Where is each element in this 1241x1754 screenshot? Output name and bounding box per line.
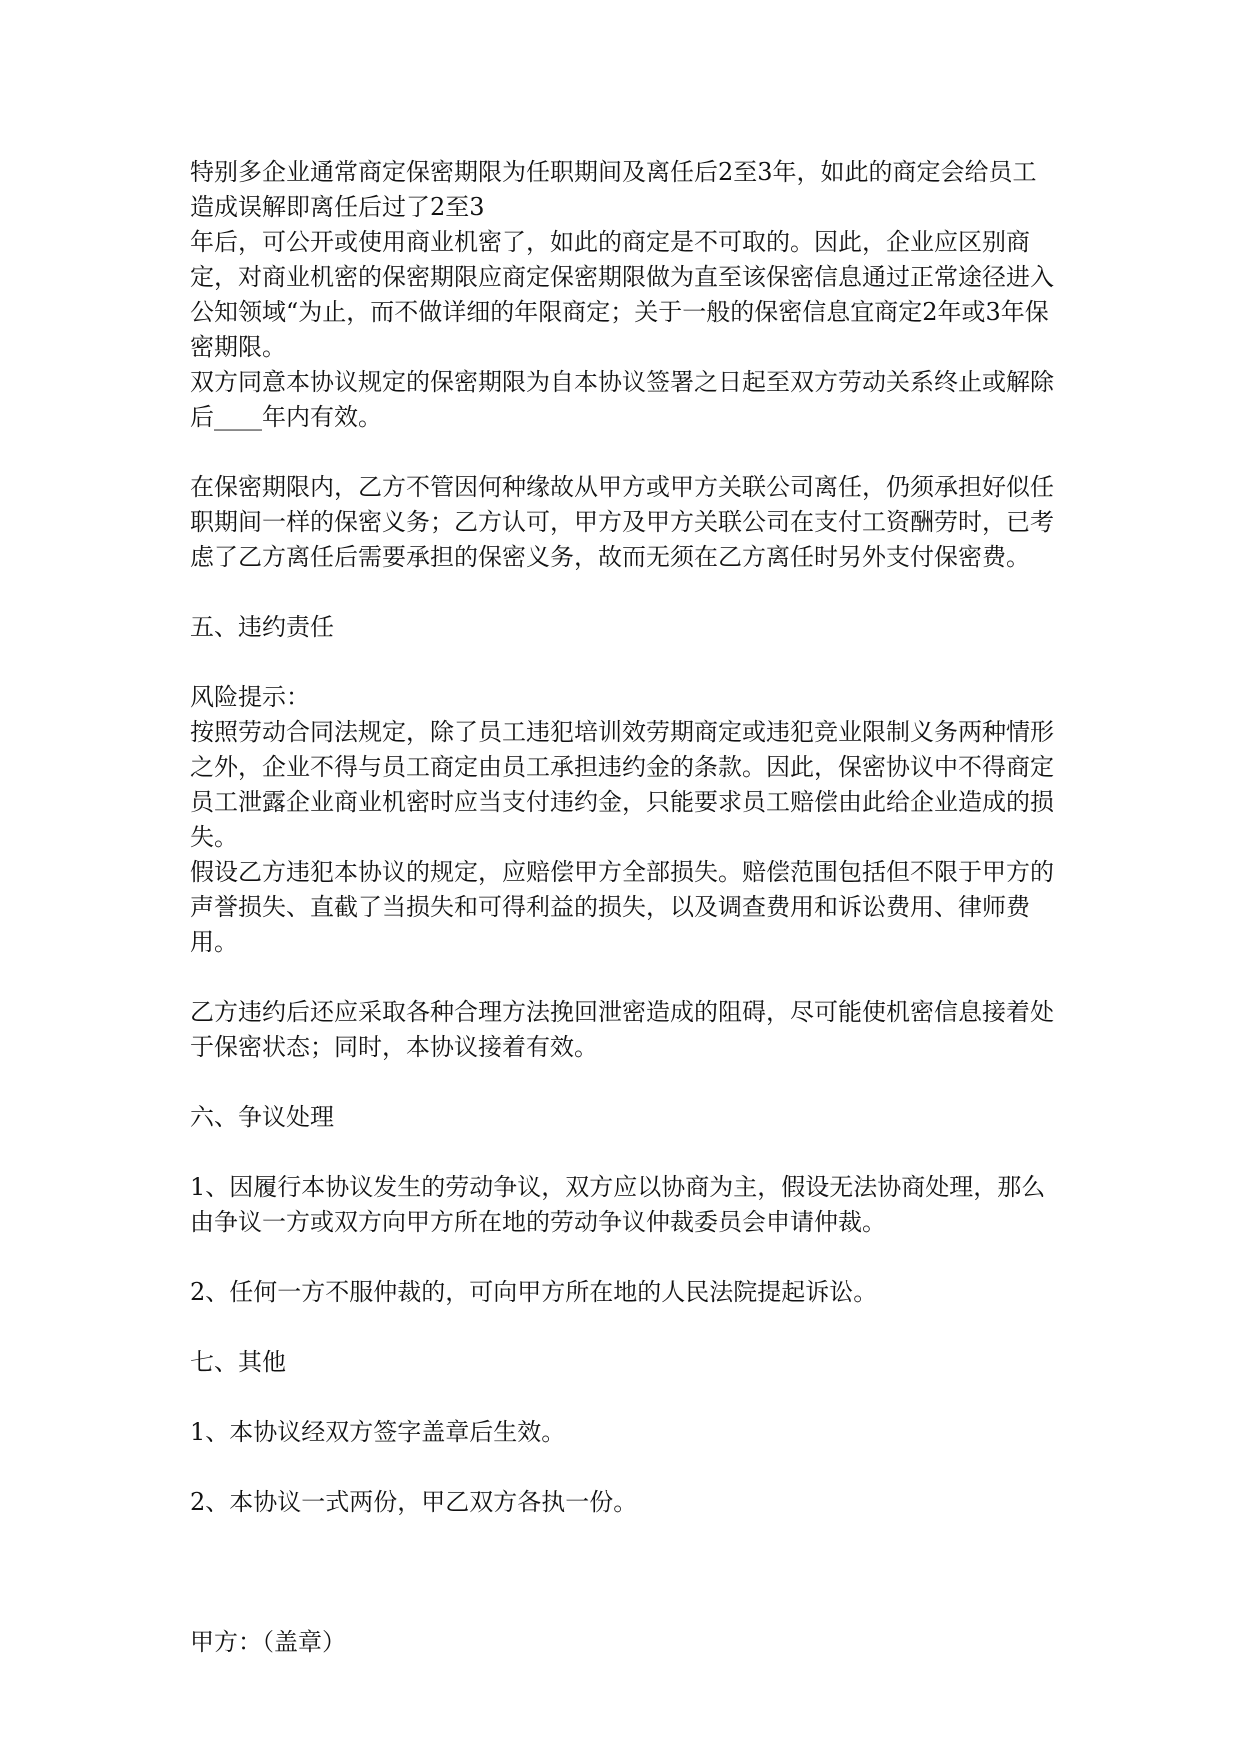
spacer [190, 960, 1060, 995]
spacer [190, 435, 1060, 470]
paragraph-confidentiality-term-note: 特别多企业通常商定保密期限为任职期间及离任后2至3年，如此的商定会给员工造成误解即离任后过了2至3 [190, 158, 1037, 221]
spacer [190, 645, 1060, 680]
paragraph-effectiveness: 1、本协议经双方签字盖章后生效。 [190, 1418, 566, 1446]
paragraph-post-employment-obligation: 在保密期限内，乙方不管因何种缘故从甲方或甲方关联公司离任，仍须承担好似任职期间一样的保密义务；乙方认可，甲方及甲方关联公司在支付工资酬劳时，已考虑了乙方离任后需要承担的保密义务，故而无须在乙方离任时另外支付保密费。 [190, 473, 1054, 571]
paragraph-risk-warning: 按照劳动合同法规定，除了员工违犯培训效劳期商定或违犯竞业限制义务两种情形之外，企业不得与员工商定由员工承担违约金的条款。因此，保密协议中不得商定员工泄露企业商业机密时应当支付违约金，只能要求员工赔偿由此给企业造成的损失。 [190, 718, 1054, 851]
spacer [190, 575, 1060, 610]
signature-party-a: 甲方：（盖章） [190, 1628, 346, 1656]
paragraph-dispute-litigation: 2、任何一方不服仲裁的，可向甲方所在地的人民法院提起诉讼。 [190, 1278, 878, 1306]
paragraph-confidentiality-term-advice: 年后，可公开或使用商业机密了，如此的商定是不可取的。因此，企业应区别商定，对商业机密的保密期限应商定保密期限做为直至该保密信息通过正常途径进入公知领域“为止，而不做详细的年限商定；关于一般的保密信息宜商定2年或3年保密期限。 [190, 228, 1054, 361]
spacer [190, 1065, 1060, 1100]
paragraph-compensation: 假设乙方违犯本协议的规定，应赔偿甲方全部损失。赔偿范围包括但不限于甲方的声誉损失、直截了当损失和可得利益的损失，以及调查费用和诉讼费用、律师费用。 [190, 858, 1054, 956]
section-heading-liability: 五、违约责任 [190, 613, 334, 641]
paragraph-confidentiality-term-clause: 双方同意本协议规定的保密期限为自本协议签署之日起至双方劳动关系终止或解除后____年内有效。 [190, 368, 1054, 431]
document-body [190, 155, 1060, 1660]
paragraph-remedy: 乙方违约后还应采取各种合理方法挽回泄密造成的阻碍，尽可能使机密信息接着处于保密状态；同时，本协议接着有效。 [190, 998, 1054, 1061]
spacer [190, 1450, 1060, 1485]
risk-warning-label: 风险提示： [190, 683, 310, 711]
spacer [190, 1135, 1060, 1170]
spacer [190, 1240, 1060, 1275]
paragraph-dispute-arbitration: 1、因履行本协议发生的劳动争议，双方应以协商为主，假设无法协商处理，那么由争议一方或双方向甲方所在地的劳动争议仲裁委员会申请仲裁。 [190, 1173, 1046, 1236]
section-heading-other: 七、其他 [190, 1348, 286, 1376]
section-heading-dispute: 六、争议处理 [190, 1103, 334, 1131]
spacer [190, 1520, 1060, 1625]
spacer [190, 1380, 1060, 1415]
spacer [190, 1310, 1060, 1345]
paragraph-copies: 2、本协议一式两份，甲乙双方各执一份。 [190, 1488, 638, 1516]
